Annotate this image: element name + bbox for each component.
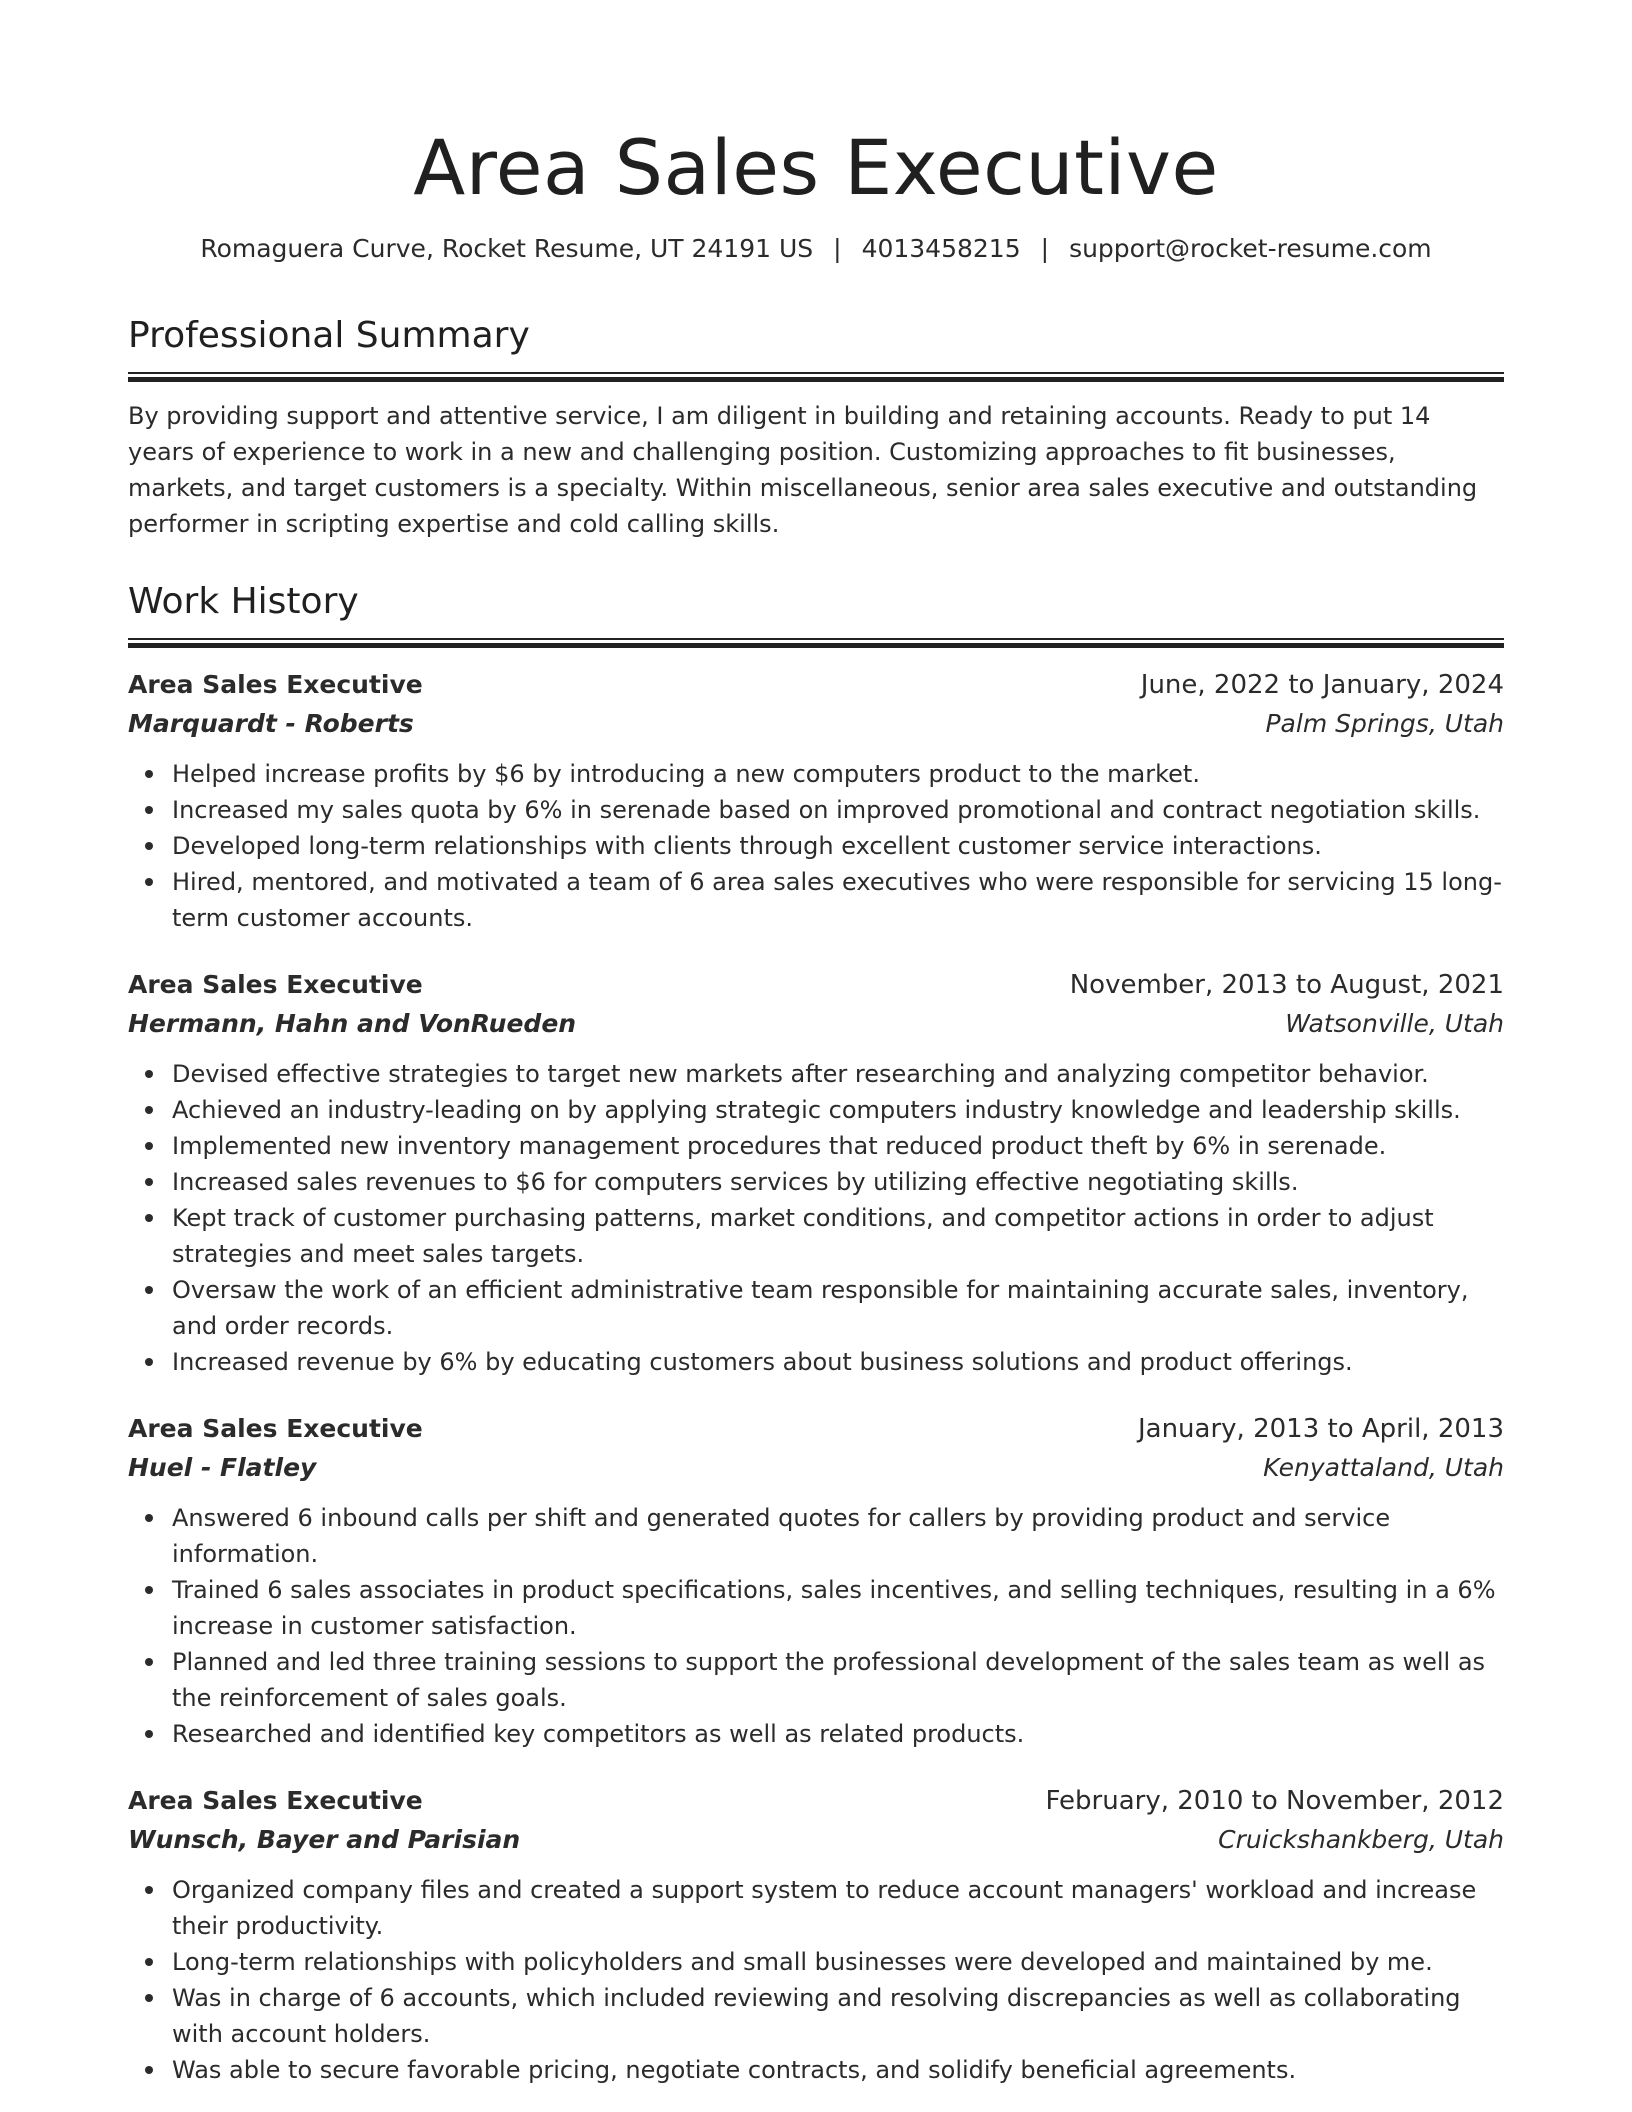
job-location: Watsonville, Utah bbox=[1285, 1009, 1504, 1038]
job-header bbox=[128, 966, 1504, 1004]
contact-phone: 4013458215 bbox=[861, 234, 1021, 263]
job-bullet-list bbox=[128, 1500, 1504, 1752]
section-divider bbox=[128, 638, 1504, 648]
job-subheader bbox=[128, 1004, 1504, 1044]
job-bullet: Trained 6 sales associates in product specifications, sales incentives, and selling techniques, resulting in a 6% increase in customer satisfaction. bbox=[172, 1572, 1504, 1644]
work-history-section bbox=[128, 578, 1504, 2088]
job-company: Huel - Flatley bbox=[128, 1453, 317, 1482]
job-bullet: Implemented new inventory management procedures that reduced product theft by 6% in serenade. bbox=[172, 1128, 1504, 1164]
job-company: Wunsch, Bayer and Parisian bbox=[128, 1825, 521, 1854]
job-dates: January, 2013 to April, 2013 bbox=[1137, 1414, 1504, 1444]
job-entry bbox=[128, 1782, 1504, 2088]
job-location: Cruickshankberg, Utah bbox=[1218, 1825, 1504, 1854]
resume-name: Area Sales Executive bbox=[413, 123, 1219, 212]
job-header bbox=[128, 666, 1504, 704]
job-bullet: Helped increase profits by $6 by introducing a new computers product to the market. bbox=[172, 756, 1504, 792]
job-title: Area Sales Executive bbox=[128, 970, 423, 999]
job-entry bbox=[128, 966, 1504, 1380]
summary-text: By providing support and attentive service, I am diligent in building and retaining accounts. Ready to put 14 years of experience to work in a new and challenging position. Customizing approaches to fit businesses, markets, and target customers is a specialty. Within miscellaneous, senior area sales executive and outstanding performer in scripting expertise and cold calling skills. bbox=[128, 402, 1478, 538]
summary-section bbox=[128, 312, 1504, 542]
contact-address: Romaguera Curve, Rocket Resume, UT 24191 US bbox=[200, 234, 814, 263]
job-bullet: Increased revenue by 6% by educating customers about business solutions and product offerings. bbox=[172, 1344, 1504, 1380]
job-location: Kenyattaland, Utah bbox=[1263, 1453, 1504, 1482]
job-dates: February, 2010 to November, 2012 bbox=[1045, 1786, 1504, 1816]
job-bullet: Increased my sales quota by 6% in serenade based on improved promotional and contract negotiation skills. bbox=[172, 792, 1504, 828]
contact-email: support@rocket-resume.com bbox=[1069, 234, 1432, 263]
job-bullet: Was able to secure favorable pricing, negotiate contracts, and solidify beneficial agreements. bbox=[172, 2052, 1504, 2088]
job-bullet-list bbox=[128, 1872, 1504, 2088]
job-title: Area Sales Executive bbox=[128, 670, 423, 699]
job-dates: November, 2013 to August, 2021 bbox=[1069, 970, 1504, 1000]
job-bullet-list bbox=[128, 756, 1504, 936]
job-subheader bbox=[128, 704, 1504, 744]
job-location: Palm Springs, Utah bbox=[1265, 709, 1504, 738]
job-company: Marquardt - Roberts bbox=[128, 709, 414, 738]
job-subheader bbox=[128, 1448, 1504, 1488]
job-bullet: Researched and identified key competitors as well as related products. bbox=[172, 1716, 1504, 1752]
job-bullet: Was in charge of 6 accounts, which included reviewing and resolving discrepancies as well as collaborating with account holders. bbox=[172, 1980, 1504, 2052]
job-bullet: Hired, mentored, and motivated a team of 6 area sales executives who were responsible for servicing 15 long-term customer accounts. bbox=[172, 864, 1504, 936]
job-entry bbox=[128, 666, 1504, 936]
contact-separator: | bbox=[833, 234, 842, 263]
job-entry bbox=[128, 1410, 1504, 1752]
job-header bbox=[128, 1782, 1504, 1820]
summary-heading: Professional Summary bbox=[128, 315, 530, 356]
contact-separator: | bbox=[1040, 234, 1050, 263]
job-dates: June, 2022 to January, 2024 bbox=[1140, 670, 1504, 700]
work-history-heading: Work History bbox=[128, 581, 359, 622]
job-subheader bbox=[128, 1820, 1504, 1860]
job-bullet: Answered 6 inbound calls per shift and generated quotes for callers by providing product and service information. bbox=[172, 1500, 1504, 1572]
job-bullet: Organized company files and created a support system to reduce account managers' workload and increase their productivity. bbox=[172, 1872, 1504, 1944]
job-bullet: Oversaw the work of an efficient administrative team responsible for maintaining accurate sales, inventory, and order records. bbox=[172, 1272, 1504, 1344]
job-bullet: Planned and led three training sessions to support the professional development of the sales team as well as the reinforcement of sales goals. bbox=[172, 1644, 1504, 1716]
contact-line bbox=[128, 232, 1504, 266]
section-divider bbox=[128, 372, 1504, 382]
job-bullet: Developed long-term relationships with clients through excellent customer service interactions. bbox=[172, 828, 1504, 864]
job-bullet: Devised effective strategies to target new markets after researching and analyzing competitor behavior. bbox=[172, 1056, 1504, 1092]
job-bullet: Kept track of customer purchasing patterns, market conditions, and competitor actions in order to adjust strategies and meet sales targets. bbox=[172, 1200, 1504, 1272]
job-company: Hermann, Hahn and VonRueden bbox=[128, 1009, 577, 1038]
job-header bbox=[128, 1410, 1504, 1448]
job-title: Area Sales Executive bbox=[128, 1786, 423, 1815]
job-bullet-list bbox=[128, 1056, 1504, 1380]
job-bullet: Long-term relationships with policyholders and small businesses were developed and maintained by me. bbox=[172, 1944, 1504, 1980]
job-bullet: Increased sales revenues to $6 for computers services by utilizing effective negotiating skills. bbox=[172, 1164, 1504, 1200]
job-bullet: Achieved an industry-leading on by applying strategic computers industry knowledge and leadership skills. bbox=[172, 1092, 1504, 1128]
job-title: Area Sales Executive bbox=[128, 1414, 423, 1443]
